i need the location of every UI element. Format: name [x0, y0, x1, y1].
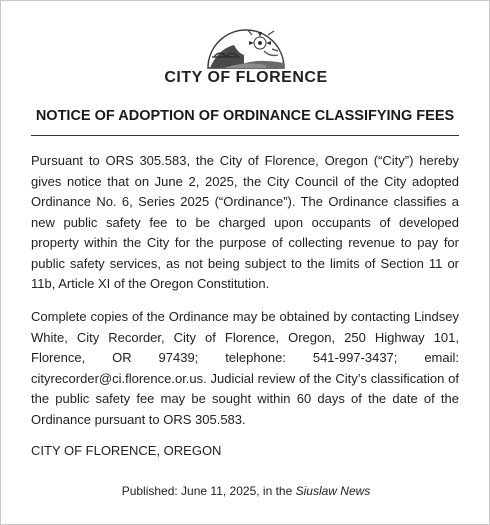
publication-line	[1, 484, 490, 498]
newspaper-name: Siuslaw News	[295, 484, 371, 498]
notice-paragraph-2: Complete copies of the Ordinance may be obtained by contacting Lindsey White, City Recorder, City of Florence, Oregon, 250 Highway 101, Florence, OR 97439; telephone: 541-997-3437; email: cityrecorder@ci.florence.or.us. Judicial review of the City’s classification of the public safety fee may be sought within 60 days of the date of the Ordinance pursuant to ORS 305.583.	[31, 309, 459, 427]
city-seal-icon	[204, 27, 288, 69]
city-name: CITY OF FLORENCE	[164, 69, 328, 86]
notice-title: NOTICE OF ADOPTION OF ORDINANCE CLASSIFYING FEES	[35, 108, 455, 124]
city-logo	[1, 27, 490, 87]
title-divider	[31, 135, 459, 136]
notice-paragraph-1: Pursuant to ORS 305.583, the City of Florence, Oregon (“City”) hereby gives notice that on June 2, 2025, the City Council of the City adopted Ordinance No. 6, Series 2025 (“Ordinance”). The Ordinance classifies a new public safety fee to be charged upon occupants of developed property within the City for the purpose of collecting revenue to pay for public safety services, as not being subject to the limits of Section 11 or 11b, Article XI of the Oregon Constitution.	[31, 153, 459, 291]
published-prefix: Published: June 11, 2025, in the	[121, 484, 296, 498]
notice-signoff: CITY OF FLORENCE, OREGON	[31, 443, 222, 458]
